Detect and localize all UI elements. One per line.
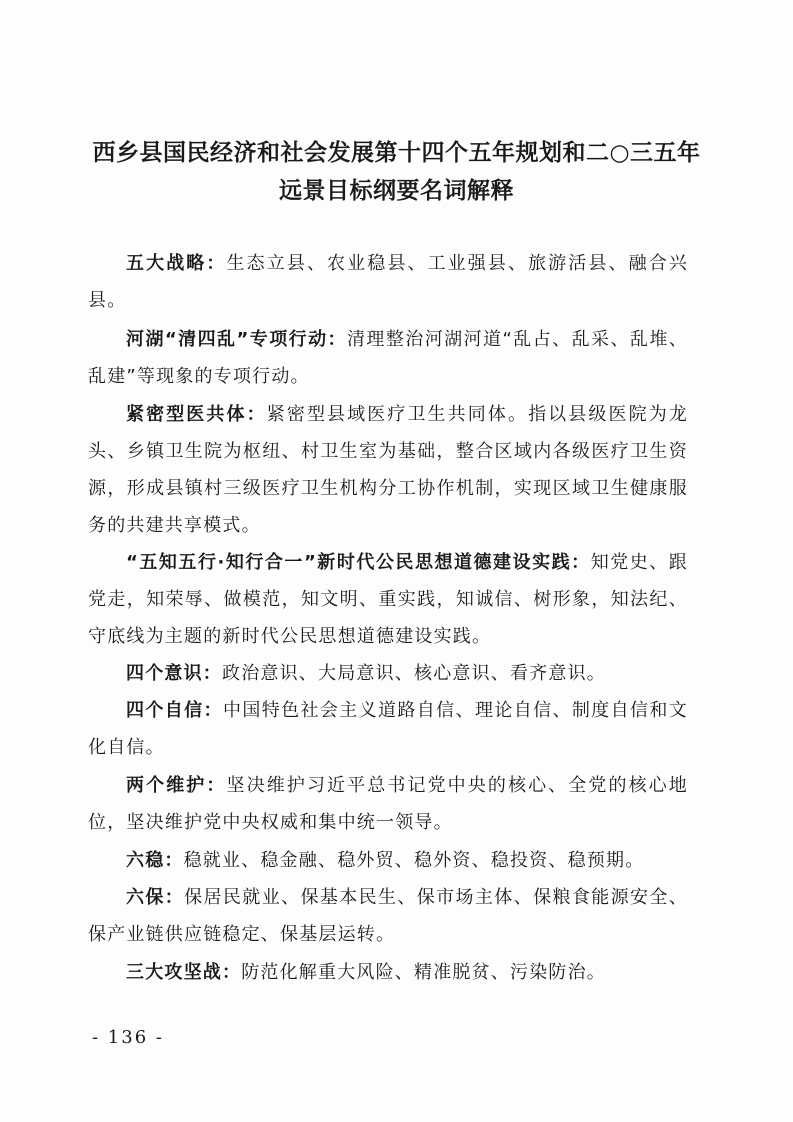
entry-term: 四个自信： <box>126 700 223 721</box>
entry-moral-practice <box>88 544 688 655</box>
entry-definition: 生态立县、农业稳县、工业强县、旅游活县、融合兴县。 <box>88 253 689 311</box>
entry-term: “五知五行·知行合一”新时代公民思想道德建设实践： <box>126 552 591 573</box>
entry-definition: 中国特色社会主义道路自信、理论自信、制度自信和文化自信。 <box>88 700 688 758</box>
document-title-line-1: 西乡县国民经济和社会发展第十四个五年规划和二○三五年 <box>92 139 701 166</box>
entry-definition: 坚决维护习近平总书记党中央的核心、全党的核心地位，坚决维护党中央权威和集中统一领导。 <box>88 775 689 833</box>
entry-four-consciousness <box>88 655 688 692</box>
entry-term: 六稳： <box>126 850 184 871</box>
entry-definition: 政治意识、大局意识、核心意识、看齐意识。 <box>222 663 606 684</box>
entry-river-lake-cleanup <box>88 321 688 395</box>
entry-term: 河湖“清四乱”专项行动： <box>126 329 347 350</box>
document-title-line-2: 远景目标纲要名词解释 <box>279 177 514 204</box>
entry-six-stabilities <box>88 842 688 879</box>
entry-definition: 保居民就业、保基本民生、保市场主体、保粮食能源安全、保产业链供应链稳定、保基层运转。 <box>88 887 688 945</box>
entry-five-strategies <box>88 245 688 319</box>
entry-definition: 稳就业、稳金融、稳外贸、稳外资、稳投资、稳预期。 <box>183 850 645 871</box>
entry-term: 四个意识： <box>126 663 222 684</box>
entry-four-confidences <box>88 692 688 766</box>
entry-definition: 清理整治河湖河道“乱占、乱采、乱堆、乱建”等现象的专项行动。 <box>88 329 688 387</box>
page-number: - 136 - <box>92 1027 164 1048</box>
entry-three-battles <box>88 954 688 991</box>
entry-definition: 知党史、跟党走，知荣辱、做模范，知文明、重实践，知诚信、树形象，知法纪、守底线为主题的新时代公民思想道德建设实践。 <box>88 552 688 647</box>
entry-two-upholds <box>88 767 688 841</box>
entry-term: 三大攻坚战： <box>126 962 242 983</box>
entry-term: 五大战略： <box>126 253 227 274</box>
entry-six-guarantees <box>88 879 688 953</box>
entry-definition: 防范化解重大风险、精准脱贫、污染防治。 <box>241 962 607 983</box>
entry-medical-community <box>88 396 688 544</box>
entry-term: 紧密型医共体： <box>126 404 267 425</box>
entry-definition: 紧密型县域医疗卫生共同体。指以县级医院为龙头、乡镇卫生院为枢纽、村卫生室为基础，整合区域内各级医疗卫生资源，形成县镇村三级医疗卫生机构分工协作机制，实现区域卫生健康服务的共建共享模式。 <box>88 404 688 536</box>
entry-term: 两个维护： <box>126 775 227 796</box>
entry-term: 六保： <box>126 887 185 908</box>
